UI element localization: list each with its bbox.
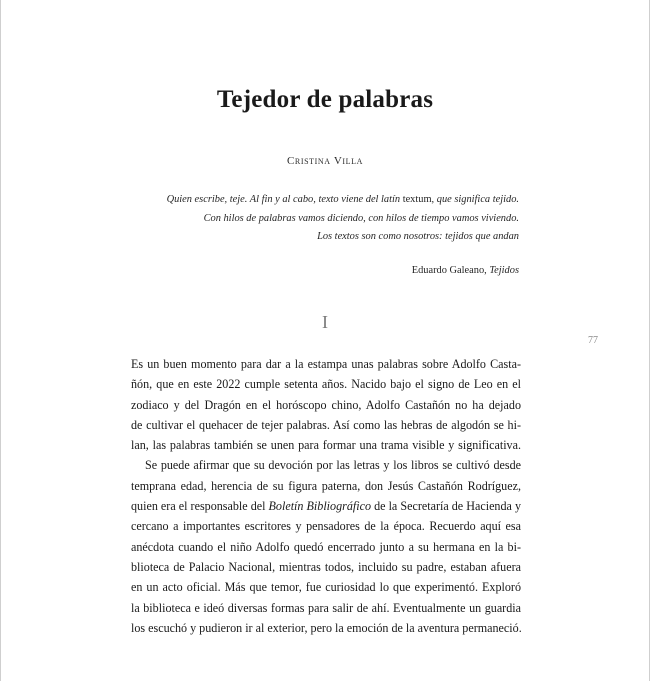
paragraph-1-line: lan, las palabras también se unen para formar una trama visible y significativa. xyxy=(131,438,521,453)
bulletin-title: Boletín Bibliográfico xyxy=(268,499,372,514)
body-text xyxy=(131,354,521,638)
paragraph-2-line: temprana edad, herencia de su figura paterna, don Jesús Castañón Rodríguez, xyxy=(131,478,521,493)
page-title: Tejedor de palabras xyxy=(216,86,434,113)
paragraph-2-line: anécdota cuando el niño Adolfo quedó encerrado junto a su hermana en la bi- xyxy=(131,539,521,554)
paragraph-2-line: Se puede afirmar que su devoción por las letras y los libros se cultivó desde xyxy=(145,458,521,473)
author-name: Cristina Villa xyxy=(286,155,363,167)
epigraph-latin-word: textum xyxy=(402,194,432,205)
epigraph-line-3: Los textos son como nosotros: tejidos que andan xyxy=(317,231,519,242)
paragraph-2-line xyxy=(131,496,521,516)
paragraph-2-line: en un acto oficial. Más que temor, fue curiosidad lo que experimentó. Exploró xyxy=(131,580,521,595)
paragraph-2-line: blioteca de Palacio Nacional, mientras todos, incluido su padre, estaban afuera xyxy=(131,559,521,574)
paragraph-2-line-3-part-1: quien era el responsable del xyxy=(131,499,269,514)
epigraph-line-2: Con hilos de palabras vamos diciendo, con hilos de tiempo vamos viviendo. xyxy=(203,212,519,224)
epigraph-line-1-part-2: , que significa tejido. xyxy=(431,194,519,205)
epigraph-attribution xyxy=(219,265,519,276)
paragraph-1-line: Es un buen momento para dar a la estampa unas palabras sobre Adolfo Casta- xyxy=(131,357,521,371)
epigraph-line-1-part-1: Quien escribe, teje. Al fin y al cabo, texto viene del latín xyxy=(166,194,403,205)
paragraph-1-line: de cultivar el quehacer de tejer palabras. Así como las hebras de algodón se hi- xyxy=(131,417,521,432)
paragraph-2-line-3-part-2: de la Secretaría de Hacienda y xyxy=(371,499,522,514)
paragraph-1-line: ñón, que en este 2022 cumple setenta años. Nacido bajo el signo de Leo en el xyxy=(131,377,521,392)
page-number: 77 xyxy=(588,335,598,346)
attribution-author: Eduardo Galeano, xyxy=(411,265,490,276)
section-number: I xyxy=(322,312,328,332)
epigraph xyxy=(99,191,519,247)
paragraph-2-line: la biblioteca e ideó diversas formas para salir de ahí. Eventualmente un guardia xyxy=(131,600,521,615)
paragraph-1-line: zodiaco y del Dragón en el horóscopo chino, Adolfo Castañón no ha dejado xyxy=(131,397,521,412)
paragraph-2-line: cercano a importantes escritores y pensadores de la época. Recuerdo aquí esa xyxy=(131,519,521,534)
attribution-work: Tejidos xyxy=(489,265,519,276)
paragraph-2-line: los escuchó y pudieron ir al exterior, pero la emoción de la aventura permaneció. xyxy=(131,620,522,635)
epigraph-line-1 xyxy=(99,191,519,210)
